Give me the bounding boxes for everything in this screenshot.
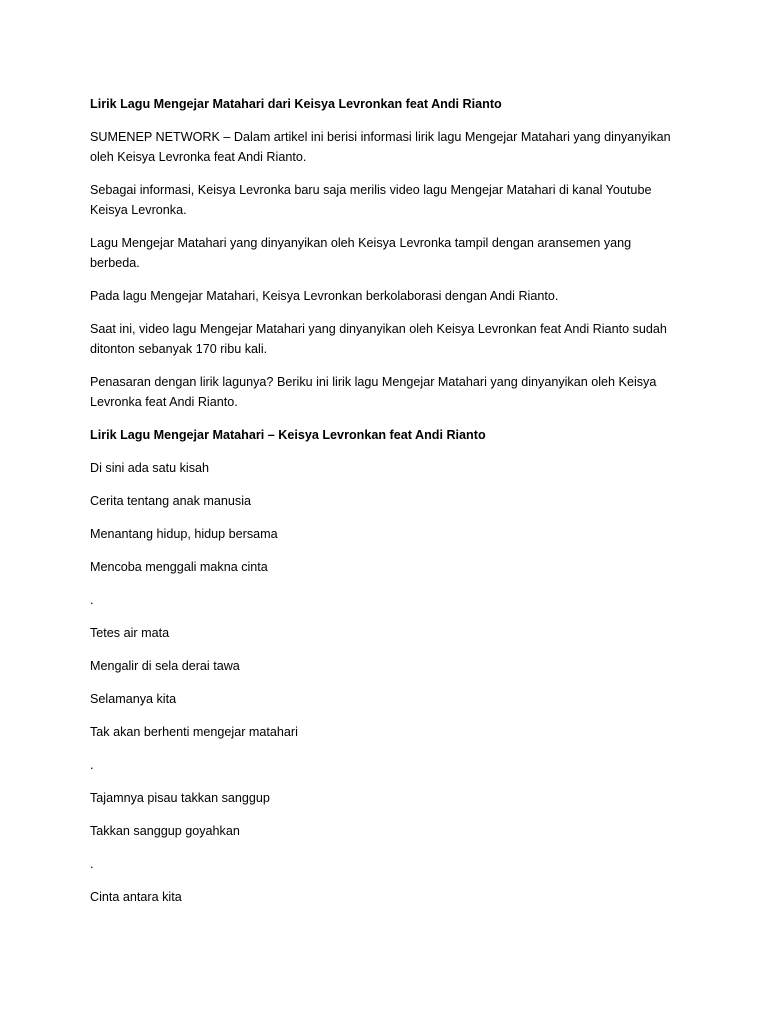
document-title: Lirik Lagu Mengejar Matahari dari Keisya Levronkan feat Andi Rianto <box>90 97 502 111</box>
lyric-line: Tak akan berhenti mengejar matahari <box>90 725 298 739</box>
paragraph: Lagu Mengejar Matahari yang dinyanyikan oleh Keisya Levronka tampil dengan aransemen yang berbeda. <box>90 236 632 270</box>
lyric-line: Menantang hidup, hidup bersama <box>90 527 278 541</box>
lyric-line: Takkan sanggup goyahkan <box>90 824 240 838</box>
paragraph: Pada lagu Mengejar Matahari, Keisya Levronkan berkolaborasi dengan Andi Rianto. <box>90 289 559 303</box>
document-body <box>90 94 680 907</box>
lyric-line: Selamanya kita <box>90 692 177 706</box>
lyric-line: Cerita tentang anak manusia <box>90 494 252 508</box>
paragraph: Saat ini, video lagu Mengejar Matahari yang dinyanyikan oleh Keisya Levronkan feat Andi Rianto sudah ditonton sebanyak 170 ribu kali. <box>90 322 667 356</box>
lyric-line: Mencoba menggali makna cinta <box>90 560 268 574</box>
paragraph: Penasaran dengan lirik lagunya? Beriku ini lirik lagu Mengejar Matahari yang dinyanyikan oleh Keisya Levronka feat Andi Rianto. <box>90 375 657 409</box>
lyric-line: Di sini ada satu kisah <box>90 461 210 475</box>
paragraph: Sebagai informasi, Keisya Levronka baru saja merilis video lagu Mengejar Matahari di kanal Youtube Keisya Levronka. <box>90 183 652 217</box>
paragraph: SUMENEP NETWORK – Dalam artikel ini berisi informasi lirik lagu Mengejar Matahari yang dinyanyikan oleh Keisya Levronka feat Andi Rianto. <box>90 130 671 164</box>
lyric-line: Cinta antara kita <box>90 890 182 904</box>
lyric-separator: . <box>90 857 94 871</box>
lyric-line: Tetes air mata <box>90 626 170 640</box>
lyrics-heading: Lirik Lagu Mengejar Matahari – Keisya Levronkan feat Andi Rianto <box>90 428 486 442</box>
lyric-line: Tajamnya pisau takkan sanggup <box>90 791 270 805</box>
lyric-line: Mengalir di sela derai tawa <box>90 659 240 673</box>
lyric-separator: . <box>90 593 94 607</box>
lyric-separator: . <box>90 758 94 772</box>
